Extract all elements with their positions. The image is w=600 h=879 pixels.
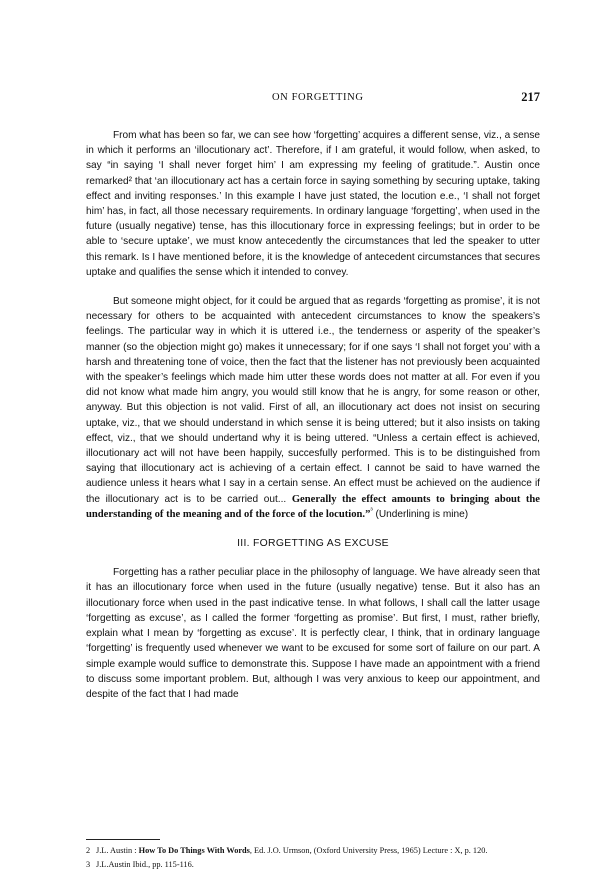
footnote-ref-3: ³	[370, 507, 373, 515]
footnote-text: J.L. Austin :	[96, 846, 139, 855]
footnotes	[86, 845, 540, 873]
footnote-number: 3	[86, 860, 91, 869]
footnote-text: J.L.Austin Ibid., pp. 115-116.	[96, 860, 194, 869]
footnote-number: 2	[86, 846, 91, 855]
paragraph-2-emphasis: Generally the effect amounts to bringing about the understanding of the meaning and of the force of the locution.”	[86, 493, 540, 520]
footnote-book-title: How To Do Things With Words	[138, 846, 250, 855]
body-text	[86, 128, 540, 716]
paragraph-1: From what has been so far, we can see how ‘forgetting’ acquires a different sense, viz., a sense in which it performs an ‘illocutionary act’. Therefore, if I am grateful, it would follow, when asked, to say “in saying ‘I shall never forget him’ I am expressing my feeling of gratitude.”. Austin once remarked² that ‘an illocutionary act has a certain force in saying something by securing uptake, taking effect and inviting responses.’ In this example I have just stated, the locution e.e., ‘I shall not forget him’ has, in fact, all those necessary requirements. In ordinary language ‘forgetting’, when used in the future (usually negative) tense, has this illocutionary force in expressing feelings; but in order to be able to ‘secure uptake’, we must know antecedently the circumstances that led the speaker to utter this remark. Is I have mentioned before, it is the knowledge of antecedent circumstances that secures uptake and qualifies the sense which it intended to convey.	[86, 130, 540, 278]
paragraph-3: Forgetting has a rather peculiar place in the philosophy of language. We have already seen that it has an illocutionary force when used in the future (usually negative) tense. But it also has an illocutionary force when used in the past indicative tense. In what follows, I shall call the latter usage ‘forgetting as excuse’, as I called the former ‘forgetting as promise’. But first, I must, rather briefly, explain what I mean by ‘forgetting as excuse’. It is perfectly clear, I think, that in ordinary language ‘forgetting’ is frequently used whenever we want to be excused for some sort of failure on our part. A simple example would suffice to demonstrate this. Suppose I have made an appointment with a friend to discuss some important problem. But, although I was very anxious to keep our appointment, and despite of the fact that I had made	[86, 567, 540, 700]
footnote-2	[86, 845, 540, 856]
running-title: ON FORGETTING	[272, 92, 364, 103]
footnote-3	[86, 859, 540, 870]
paragraph-2-tail: (Underlining is mine)	[372, 508, 469, 520]
page-number: 217	[521, 90, 540, 104]
paragraph-2-main: But someone might object, for it could be argued that as regards ‘forgetting as promise’, it is not necessary for others to be acquainted with antecedent circumstances to know the speakers’s feelings. The particular way in which it is uttered i.e., the tenderness or asperity of the speaker’s manner (so the objection might go) makes it unnecessary; for if one says ‘I shall not forget you’ with a harsh and threatening tone of voice, then the fact that the listener has not previously been acquainted with the speaker’s feelings which made him utter these words does not matter at all. For even if you did not know what made him angry, you would still know that he is angry, for some reason or other, anyway. But this objection is not valid. First of all, an illocutionary act does not insist on securing uptake, viz., that we should understand in which sense it is being uttered; but it also insists on taking effect, viz., that we should undertand why it is being uttered. “Unless a certain effect is achieved, illocutionary act will not have been happily, succesfully performed. This is to be distinguished from saying that illocutionary act is achieving of a certain effect. I cannot be said to have warned the audience unless it hears what I say in a certain sense. An effect must be achieved on the audience if the illocutionary act is to be carried out...	[86, 296, 540, 505]
section-heading: III. FORGETTING AS EXCUSE	[237, 538, 389, 550]
footnote-text-tail: , Ed. J.O. Urmson, (Oxford University Press, 1965) Lecture : X, p. 120.	[249, 846, 488, 855]
paragraph-2	[86, 294, 540, 522]
footnote-divider	[86, 839, 160, 840]
